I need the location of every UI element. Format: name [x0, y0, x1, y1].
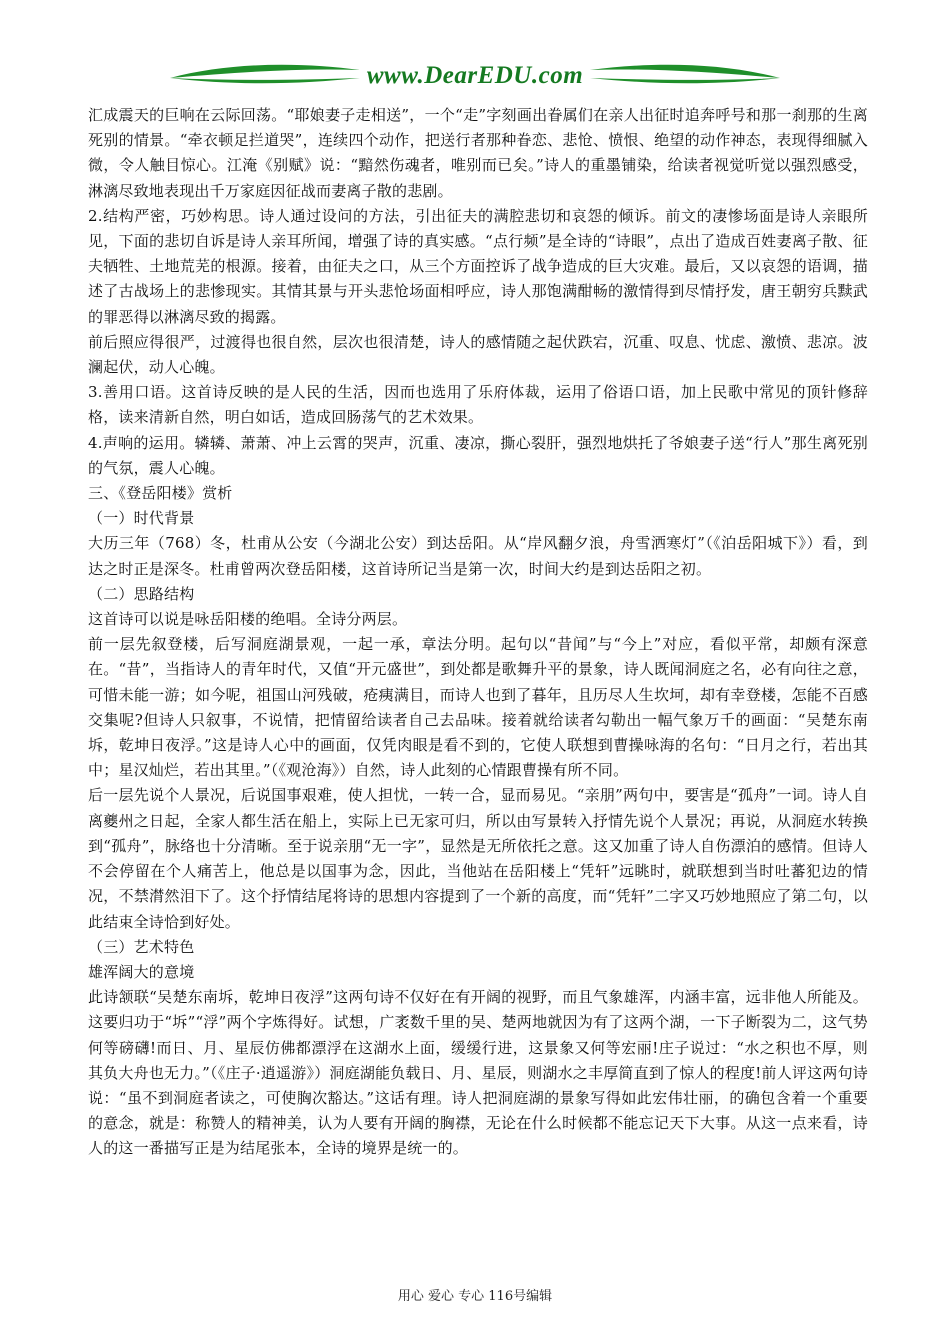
section-heading: 三、《登岳阳楼》赏析 — [88, 484, 233, 503]
site-header — [0, 50, 950, 96]
subsection-heading: （一）时代背景 — [88, 509, 195, 528]
paragraph: 这首诗可以说是咏岳阳楼的绝唱。全诗分两层。 — [88, 610, 408, 629]
page-footer: 用心 爱心 专心 116号编辑 — [397, 1289, 553, 1304]
site-logo[interactable]: www.DearEDU.com — [366, 62, 584, 89]
paragraph: 大历三年（768）冬，杜甫从公安（今湖北公安）到达岳阳。从“岸风翻夕浪，舟雪洒寒灯”（《泊岳阳城下》）看，到达之时正是深冬。杜甫曾两次登岳阳楼，这首诗所记当是第一次，时间大约是到达岳阳之初。 — [88, 534, 868, 578]
paragraph: 2.结构严密，巧妙构思。诗人通过设问的方法，引出征夫的满腔悲切和哀怨的倾诉。前文的凄惨场面是诗人亲眼所见，下面的悲切自诉是诗人亲耳所闻，增强了诗的真实感。“点行频”是全诗的“诗眼”，点出了造成百姓妻离子散、征夫牺牲、土地荒芜的根源。接着，由征夫之口，从三个方面控诉了战争造成的巨大灾难。最后，又以哀怨的语调，描述了古战场上的悲惨现实。其情其景与开头悲怆场面相呼应，诗人那饱满酣畅的激情得到尽情抒发，唐王朝穷兵黩武的罪恶得以淋漓尽致的揭露。 — [88, 206, 868, 326]
subsection-heading: （三）艺术特色 — [88, 937, 195, 956]
paragraph: 后一层先说个人景况，后说国事艰难，使人担忧，一转一合，显而易见。“亲朋”两句中，要害是“孤舟”一词。诗人自离夔州之日起，全家人都生活在船上，实际上已无家可归，所以由写景转入抒情先说个人景况；再说，从洞庭水转换到“孤舟”，脉络也十分清晰。至于说亲朋“无一字”，显然是无所依托之意。这又加重了诗人自伤漂泊的感情。但诗人不会停留在个人痛苦上，他总是以国事为念，因此，当他站在岳阳楼上“凭轩”远眺时，就联想到当时吐蕃犯边的情况，不禁潸然泪下了。这个抒情结尾将诗的思想内容提到了一个新的高度，而“凭轩”二字又巧妙地照应了第二句，以此结束全诗恰到好处。 — [88, 786, 868, 931]
document-body — [88, 103, 868, 1162]
paragraph: 3.善用口语。这首诗反映的是人民的生活，因而也选用了乐府体裁，运用了俗语口语，加上民歌中常见的顶针修辞格，读来清新自然，明白如话，造成回肠荡气的艺术效果。 — [88, 383, 868, 427]
paragraph: 前一层先叙登楼，后写洞庭湖景观，一起一承，章法分明。起句以“昔闻”与“今上”对应，看似平常，却颇有深意在。“昔”，当指诗人的青年时代，又值“开元盛世”，到处都是歌舞升平的景象，诗人既闻洞庭之名，必有向往之意，可惜未能一游；如今呢，祖国山河残破，疮痍满目，而诗人也到了暮年，且历尽人生坎坷，却有幸登楼，怎能不百感交集呢?但诗人只叙事，不说情，把情留给读者自己去品味。接着就给读者勾勒出一幅气象万千的画面：“吴楚东南坼，乾坤日夜浮。”这是诗人心中的画面，仅凭肉眼是看不到的，它使人联想到曹操咏海的名句：“日月之行，若出其中；星汉灿烂，若出其里。”（《观沧海》）自然，诗人此刻的心情跟曹操有所不同。 — [88, 635, 868, 780]
subheading: 雄浑阔大的意境 — [88, 962, 195, 981]
paragraph: 前后照应得很严，过渡得也很自然，层次也很清楚，诗人的感情随之起伏跌宕，沉重、叹息、忧虑、激愤、悲凉。波澜起伏，动人心魄。 — [88, 332, 868, 377]
paragraph: 4.声响的运用。辚辚、萧萧、冲上云霄的哭声，沉重、凄凉，撕心裂肝，强烈地烘托了爷娘妻子送“行人”那生离死别的气氛，震人心魄。 — [88, 433, 868, 477]
subsection-heading: （二）思路结构 — [88, 584, 195, 603]
paragraph: 汇成震天的巨响在云际回荡。“耶娘妻子走相送”，一个“走”字刻画出眷属们在亲人出征时追奔呼号和那一刹那的生离死别的情景。“牵衣顿足拦道哭”，连续四个动作，把送行者那种眷恋、悲怆、愤恨、绝望的动作神态，表现得细腻入微，令人触目惊心。江淹《别赋》说：“黯然伤魂者，唯别而已矣。”诗人的重墨铺染，给读者视觉听觉以强烈感受，淋漓尽致地表现出千万家庭因征战而妻离子散的悲剧。 — [88, 106, 868, 200]
paragraph: 此诗颔联“吴楚东南坼，乾坤日夜浮”这两句诗不仅好在有开阔的视野，而且气象雄浑，内涵丰富，远非他人所能及。这要归功于“坼”“浮”两个字炼得好。试想，广袤数千里的吴、楚两地就因为有了这两个湖，一下子断裂为二，这气势何等磅礴!而日、月、星辰仿佛都漂浮在这湖水上面，缓缓行进，这景象又何等宏丽!庄子说过：“水之积也不厚，则其负大舟也无力。”（《庄子·逍遥游》）洞庭湖能负载日、月、星辰，则湖水之丰厚简直到了惊人的程度!前人评这两句诗说：“虽不到洞庭者读之，可使胸次豁达。”这话有理。诗人把洞庭湖的景象写得如此宏伟壮丽，的确包含着一个重要的意念，就是：称赞人的精神美，认为人要有开阔的胸襟，无论在什么时候都不能忘记天下大事。从这一点来看，诗人的这一番描写正是为结尾张本，全诗的境界是统一的。 — [88, 988, 868, 1158]
